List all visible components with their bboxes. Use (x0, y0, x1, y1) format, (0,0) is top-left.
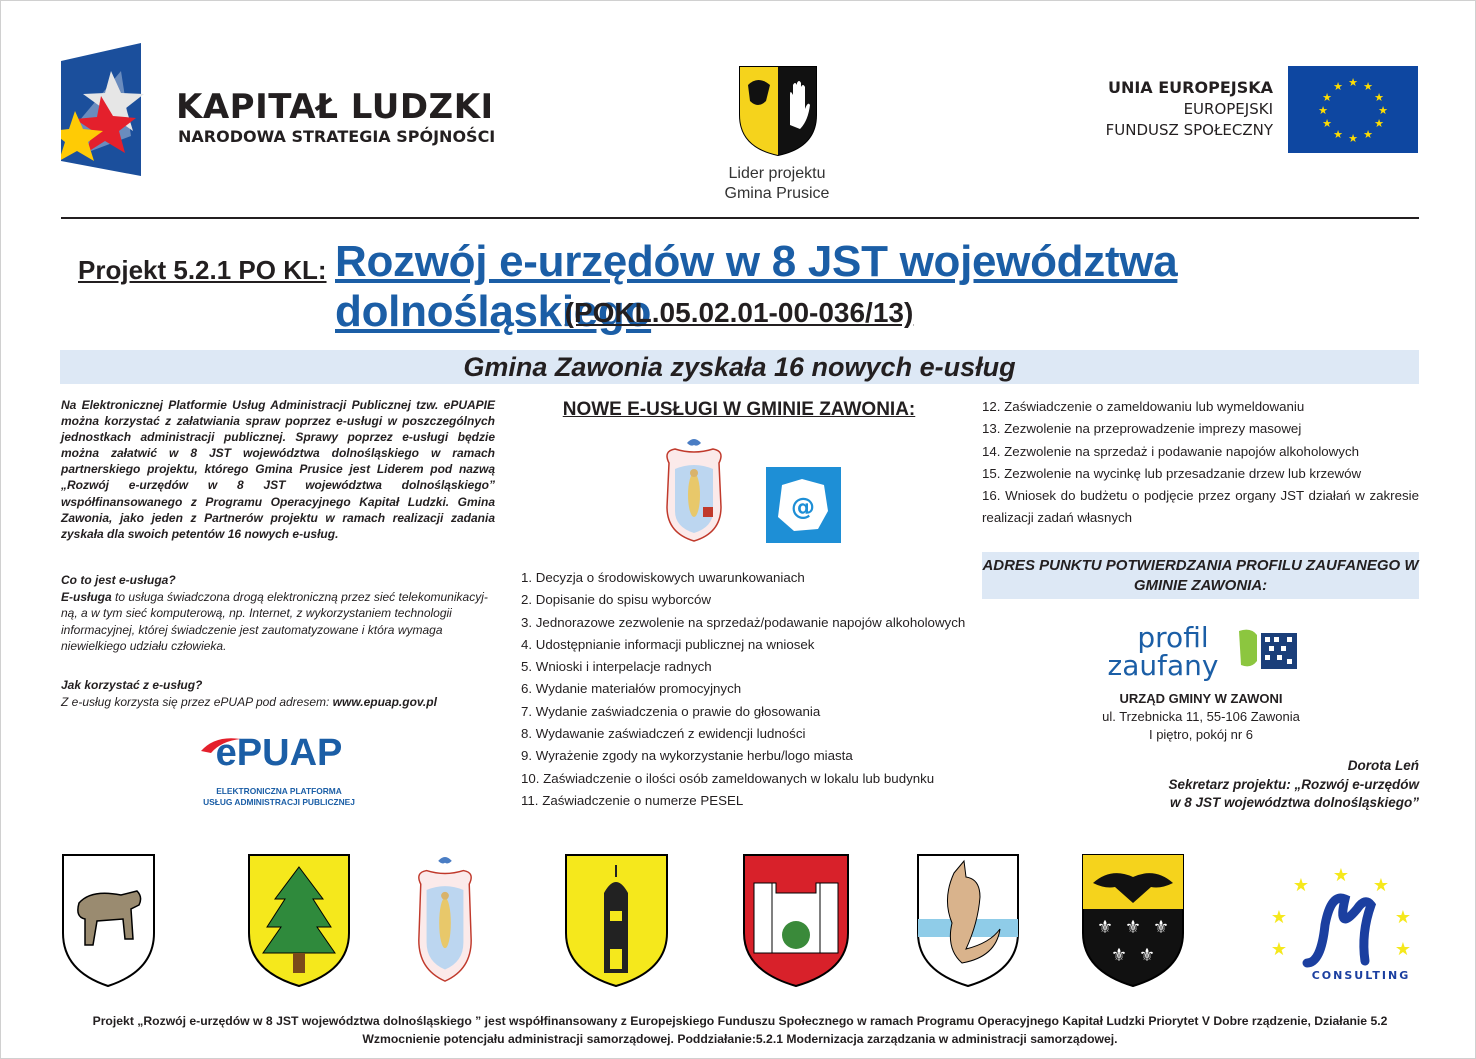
svg-text:★: ★ (1292, 875, 1310, 896)
lider-label: Lider projektu (728, 165, 826, 182)
svg-text:★: ★ (1348, 76, 1358, 89)
services-list-part2 (982, 396, 1419, 530)
svg-text:★: ★ (1332, 865, 1350, 886)
service-item-2: 2. Dopisanie do spisu wyborców (521, 592, 711, 608)
question-how-to-use: Jak korzystać z e-usług? (61, 678, 203, 692)
svg-text:★: ★ (1374, 117, 1384, 130)
svg-text:⚜: ⚜ (1096, 917, 1114, 938)
service-item-10: 10. Zaświadczenie o ilości osób zameldowanych w lokalu lub budynku (521, 770, 935, 786)
service-item-9: 9. Wyrażenie zgody na wykorzystanie herbu/logo miasta (521, 748, 853, 764)
signature-name: Dorota Leń (1347, 758, 1419, 773)
banner-title: Gmina Zawonia zyskała 16 nowych e-usług (463, 352, 1016, 382)
svg-text:★: ★ (1394, 907, 1412, 928)
castle-crest-icon (742, 853, 850, 988)
fir-tree-crest-icon (247, 853, 351, 988)
hare-mermaid-crest-icon (916, 853, 1020, 988)
service-item-5: 5. Wnioski i interpelacje radnych (521, 659, 712, 675)
project-code: (POKL.05.02.01-00-036/13) (564, 297, 914, 328)
prusice-crest-icon (738, 65, 818, 157)
svg-text:⚜: ⚜ (1110, 945, 1128, 966)
signature-role: Sekretarz projektu: „Rozwój e-urzędów (1168, 777, 1419, 792)
answer-how-to-use (61, 695, 437, 709)
svg-text:★: ★ (1394, 939, 1412, 960)
svg-text:⚜: ⚜ (1138, 945, 1156, 966)
service-item-7: 7. Wydanie zaświadczenia o prawie do głosowania (521, 703, 821, 719)
service-item-11: 11. Zaświadczenie o numerze PESEL (521, 792, 744, 808)
footer-text (61, 1012, 1419, 1048)
svg-text:★: ★ (1333, 128, 1343, 141)
epuap-url-link[interactable]: www.epuap.gov.pl (332, 695, 437, 709)
footer-line-1: Projekt „Rozwój e-urzędów w 8 JST województwa dolnośląskiego ” jest współfinansowany z Europejskiego Funduszu Społecznego w ramach Programu Operacyjnego Kapitał Ludzki Priorytet V Dobre rządzenie, Działanie 5.2 (92, 1014, 1388, 1028)
pz-line1: profil (1137, 621, 1209, 654)
svg-text:★: ★ (1322, 91, 1332, 104)
service-item-4: 4. Udostępnianie informacji publicznej na wniosek (521, 636, 815, 652)
project-label: Projekt 5.2.1 PO KL: (78, 255, 327, 285)
office-name: URZĄD GMINY W ZAWONI (1119, 691, 1283, 706)
svg-text:★: ★ (1318, 104, 1328, 117)
ue-title: UNIA EUROPEJSKA (1107, 78, 1273, 97)
svg-text:★: ★ (1348, 132, 1358, 145)
ue-fund-line2: FUNDUSZ SPOŁECZNY (1105, 121, 1273, 139)
header-divider (61, 217, 1419, 219)
service-item-8: 8. Wydawanie zaświadczeń z ewidencji ludności (521, 726, 806, 742)
project-title: Rozwój e-urzędów w 8 JST województwa dolnośląskiego (335, 237, 1178, 336)
kapital-ludzki-title: KAPITAŁ LUDZKI (176, 87, 494, 127)
zawonia-crest-icon (661, 437, 727, 545)
svg-text:⚜: ⚜ (1124, 917, 1142, 938)
services-heading: NOWE E-USŁUGI W GMINIE ZAWONIA: (562, 399, 916, 420)
service-item-3: 3. Jednorazowe zezwolenie na sprzedaż/podawanie napojów alkoholowych (521, 614, 966, 630)
ox-crest-icon (61, 853, 156, 988)
kapital-ludzki-logo (61, 41, 151, 181)
epuap-wordmark: ePUAP (215, 732, 343, 774)
intro-paragraph: Na Elektronicznej Platformie Usług Administracji Publicznej tzw. ePUAPIE można korzystać z załatwiania spraw poprzez e-usługi w poszczególnych jednostkach administracji publicznej. Sprawy poprzez e-usługi będzie można załatwić w 8 JST województwa dolnośląskiego w ramach partnerskiego projektu, którego Gmina Prusice jest Liderem pod nazwą „Rozwój e-urzędów w 8 JST województwa dolnośląskiego” współfinansowanego z Programu Operacyjnego Kapitał Ludzki. Gmina Zawonia, jako jeden z Partnerów projektu w ramach realizacji zadania zyskała dla swoich petentów 16 nowych e-usług. (61, 398, 495, 541)
service-item-15: 15. Zezwolenie na wycinkę lub przesadzanie drzew lub krzewów (982, 465, 1362, 481)
svg-text:★: ★ (1363, 128, 1373, 141)
svg-text:★: ★ (1270, 907, 1288, 928)
zawonia-crest-bottom-icon (413, 853, 477, 988)
eu-flag-icon (1288, 66, 1418, 153)
service-item-14: 14. Zezwolenie na sprzedaż i podawanie napojów alkoholowych (982, 443, 1359, 459)
svg-text:⚜: ⚜ (1152, 917, 1170, 938)
epuap-tagline-1: ELEKTRONICZNA PLATFORMA (216, 786, 342, 796)
svg-text:★: ★ (1374, 91, 1384, 104)
epuap-map-icon (766, 467, 841, 543)
svg-text:★: ★ (1378, 104, 1388, 117)
pz-line2: zaufany (1107, 649, 1219, 682)
eservice-term: E-usługa (61, 590, 112, 604)
service-item-13: 13. Zezwolenie na przeprowadzenie imprezy masowej (982, 421, 1302, 437)
svg-text:★: ★ (1333, 80, 1343, 93)
service-item-1: 1. Decyzja o środowiskowych uwarunkowaniach (521, 570, 805, 585)
office-floor: I piętro, pokój nr 6 (1148, 727, 1254, 742)
service-item-16: 16. Wniosek do budżetu o podjęcie przez organy JST działań w zakresie realizacji zadań własnych (982, 488, 1419, 526)
answer-how-to-use-text: Z e-usług korzysta się przez ePUAP pod adresem: (61, 695, 333, 709)
epuap-logo (191, 729, 366, 809)
eservice-definition: to usługa świadczona drogą elektroniczną przez sieć telekomunikacyj-ną, a w tym sieć komputerową, np. Internet, z wykorzystaniem technologii informacyjnej, której świadczenie jest zautomatyzowane i która wymaga niewielkiego udziału człowieka. (61, 590, 488, 654)
services-list-part1 (521, 567, 981, 812)
footer-line-2: Wzmocnienie potencjału administracji samorządowej. Poddziałanie:5.2.1 Modernizacja zarządzania w administracji samorządowej. (362, 1032, 1118, 1046)
question-what-is-eservice: Co to jest e-usługa? (61, 573, 176, 587)
kapital-ludzki-subtitle: NARODOWA STRATEGIA SPÓJNOŚCI (178, 127, 496, 146)
address-heading: ADRES PUNKTU POTWIERDZANIA PROFILU ZAUFANEGO W GMINIE ZAWONIA: (982, 557, 1419, 594)
signature-role-cont: w 8 JST województwa dolnośląskiego” (1169, 795, 1419, 810)
eagle-lilies-crest-icon (1081, 853, 1185, 988)
consulting-label: CONSULTING (1311, 969, 1411, 982)
ue-fund-line1: EUROPEJSKI (1183, 100, 1273, 118)
svg-text:★: ★ (1372, 875, 1390, 896)
svg-text:★: ★ (1363, 80, 1373, 93)
profil-zaufany-logo (1101, 621, 1301, 683)
answer-what-is-eservice (61, 589, 497, 655)
svg-text:★: ★ (1322, 117, 1332, 130)
office-street: ul. Trzebnicka 11, 55-106 Zawonia (1102, 709, 1300, 724)
m-consulting-logo (1261, 853, 1421, 988)
epuap-tagline-2: USŁUG ADMINISTRACJI PUBLICZNEJ (203, 797, 355, 807)
svg-text:@: @ (791, 493, 815, 521)
service-item-12: 12. Zaświadczenie o zameldowaniu lub wymeldowaniu (982, 399, 1305, 414)
service-item-6: 6. Wydanie materiałów promocyjnych (521, 681, 742, 697)
lider-name: Gmina Prusice (724, 185, 830, 202)
svg-text:★: ★ (1270, 939, 1288, 960)
tower-crest-icon (564, 853, 669, 988)
